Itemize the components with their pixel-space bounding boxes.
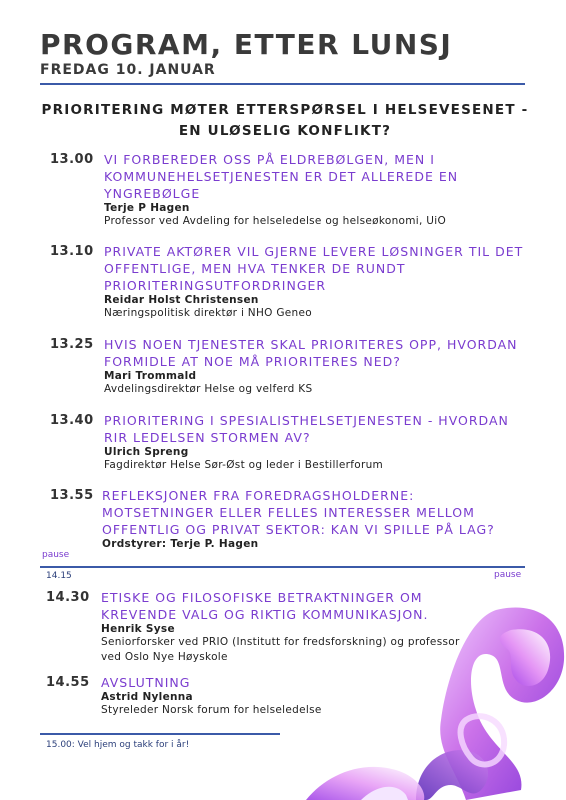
agenda-topic: HVIS NOEN TJENESTER SKAL PRIORITERES OPP, HVORDAN FORMIDLE AT NOE MÅ PRIORITERES NED? xyxy=(104,337,518,369)
pause-label-right: pause xyxy=(494,570,522,580)
agenda-topic: ETISKE OG FILOSOFISKE BETRAKTNINGER OM KREVENDE VALG OG RIKTIG KOMMUNIKASJON. xyxy=(101,590,429,622)
speaker-role: Seniorforsker ved PRIO (Institutt for fredsforskning) og professor ved Oslo Nye Høyskole xyxy=(101,636,460,663)
speaker-name: Henrik Syse xyxy=(101,623,175,635)
agenda-time: 14.55 xyxy=(46,675,90,690)
agenda-topic: PRIORITERING I SPESIALISTHELSETJENESTEN - HVORDAN RIR LEDELSEN STORMEN AV? xyxy=(104,413,509,445)
speaker-name: Ulrich Spreng xyxy=(104,446,189,458)
session-title: PRIORITERING MØTER ETTERSPØRSEL I HELSEVESENET - EN ULØSELIG KONFLIKT? xyxy=(41,102,529,139)
agenda-item xyxy=(102,487,527,550)
agenda-time: 13.40 xyxy=(50,413,94,428)
agenda-time: 13.10 xyxy=(50,244,94,259)
agenda-item xyxy=(104,151,524,229)
pause-label-left: pause xyxy=(42,550,70,560)
agenda-item xyxy=(104,336,524,397)
speaker-name: Mari Trommald xyxy=(104,370,197,382)
agenda-item xyxy=(104,412,524,473)
speaker-name: Astrid Nylenna xyxy=(101,691,193,703)
speaker-role: Professor ved Avdeling for helseledelse og helseøkonomi, UiO xyxy=(104,215,447,227)
footer-divider xyxy=(40,733,280,735)
closing-note: 15.00: Vel hjem og takk for i år! xyxy=(46,740,190,750)
page-title: PROGRAM, ETTER LUNSJ xyxy=(40,28,453,61)
speaker-role: Næringspolitisk direktør i NHO Geneo xyxy=(104,307,312,319)
pause-time: 14.15 xyxy=(46,571,72,581)
speaker-name: Ordstyrer: Terje P. Hagen xyxy=(102,538,259,550)
program-date: FREDAG 10. JANUAR xyxy=(40,62,216,78)
agenda-topic: AVSLUTNING xyxy=(101,675,191,690)
speaker-role: Fagdirektør Helse Sør-Øst og leder i Bestillerforum xyxy=(104,459,384,471)
agenda-time: 13.00 xyxy=(50,152,94,167)
pause-divider xyxy=(40,566,525,568)
header-divider xyxy=(40,83,525,85)
agenda-topic: REFLEKSJONER FRA FOREDRAGSHOLDERNE: MOTSETNINGER ELLER FELLES INTERESSER MELLOM OFFENTLIG OG PRIVAT SEKTOR: KAN VI SPILLE PÅ LAG? xyxy=(102,488,495,537)
agenda-topic: VI FORBEREDER OSS PÅ ELDREBØLGEN, MEN I KOMMUNEHELSETJENESTEN ER DET ALLEREDE EN YNGREBØLGE xyxy=(104,152,459,201)
agenda-topic: PRIVATE AKTØRER VIL GJERNE LEVERE LØSNINGER TIL DET OFFENTLIGE, MEN HVA TENKER DE RUNDT PRIORITERINGSUTFORDRINGER xyxy=(104,244,524,293)
speaker-role: Styreleder Norsk forum for helseledelse xyxy=(101,704,322,716)
agenda-time: 13.55 xyxy=(50,488,94,503)
agenda-time: 13.25 xyxy=(50,337,94,352)
agenda-time: 14.30 xyxy=(46,590,90,605)
speaker-name: Terje P Hagen xyxy=(104,202,190,214)
speaker-role: Avdelingsdirektør Helse og velferd KS xyxy=(104,383,313,395)
abstract-3d-shape-decoration xyxy=(266,600,566,800)
agenda-item xyxy=(104,243,524,321)
speaker-name: Reidar Holst Christensen xyxy=(104,294,259,306)
